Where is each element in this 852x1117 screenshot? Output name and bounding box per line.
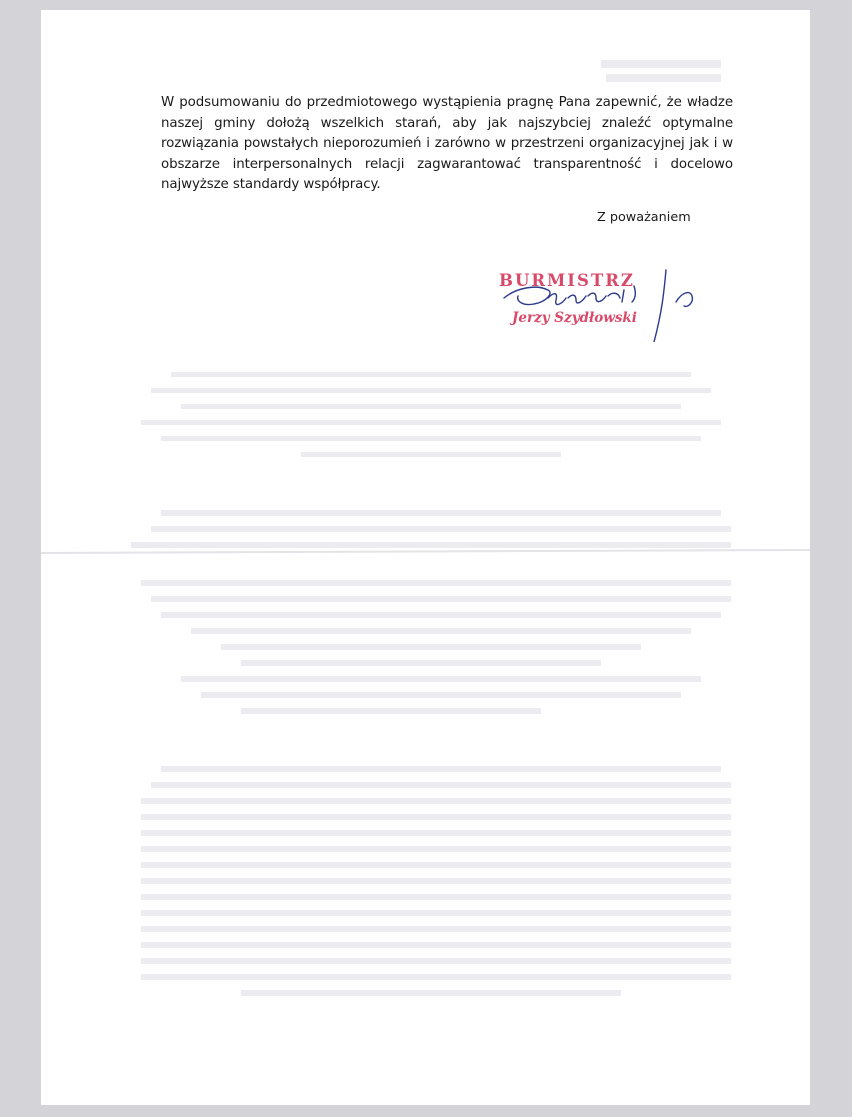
- handwritten-signature: [496, 262, 706, 342]
- closing-phrase: Z poważaniem: [597, 210, 691, 225]
- letter-body: W podsumowaniu do przedmiotowego wystąpienia pragnę Pana zapewnić, że władze naszej gminy dołożą wszelkich starań, aby jak najszybciej znaleźć optymalne rozwiązania powstałych nieporozumień i zarówno w przestrzeni organizacyjnej jak i w obszarze interpersonalnych relacji zagwarantować transparentność i docelowo najwyższe standardy współpracy.: [161, 95, 733, 192]
- document-page: [41, 10, 810, 1105]
- stamp-title: BURMISTRZ: [499, 271, 635, 290]
- stamp-name: Jerzy Szydłowski: [512, 310, 637, 326]
